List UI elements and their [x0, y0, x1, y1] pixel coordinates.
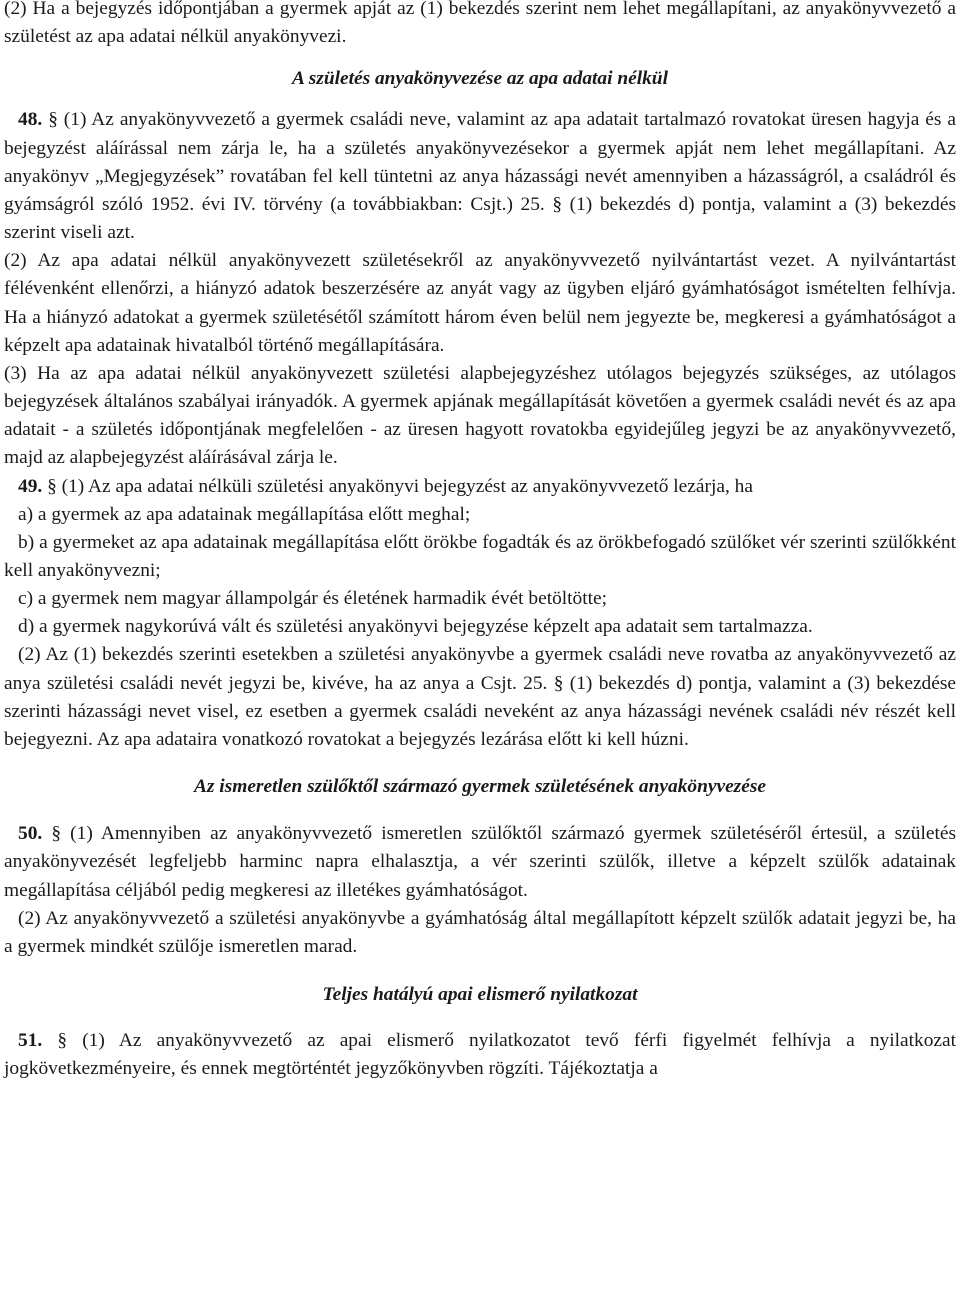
section-51-paragraph-1	[4, 1027, 956, 1083]
intro-paragraph-2: (2) Ha a bejegyzés időpontjában a gyermek apját az (1) bekezdés szerint nem lehet megállapítani, az anyakönyvvezető a születést az apa adatai nélkül anyakönyvezi.	[4, 0, 956, 48]
section-49-paragraph-1-text: § (1) Az apa adatai nélküli születési anyakönyvi bejegyzést az anyakönyvvezető lezárja, ha	[47, 475, 753, 497]
section-51-number: 51.	[18, 1030, 43, 1052]
section-50-number: 50.	[18, 823, 43, 845]
section-51-heading: Teljes hatályú apai elismerő nyilatkozat	[322, 984, 638, 1005]
section-49-item-c: c) a gyermek nem magyar állampolgár és életének harmadik évét betöltötte;	[18, 588, 608, 610]
section-50-paragraph-1	[4, 820, 956, 904]
section-49-paragraph-2: (2) Az (1) bekezdés szerinti esetekben a születési anyakönyvbe a gyermek családi neve rovatba az anyakönyvvezető az anya születési családi nevét jegyzi be, kivéve, ha az anya a Csjt. 25. § (1) bekezdés d) pontja, valamint a (3) bekezdése szerinti házassági nevet visel, ez esetben a gyermek családi neveként az anya házassági nevének családi név részét kell bejegyezni. Az apa adataira vonatkozó rovatokat a bejegyzés lezárása előtt ki kell húzni.	[4, 644, 956, 750]
section-48-paragraph-1	[4, 106, 956, 247]
section-48-paragraph-2: (2) Az apa adatai nélkül anyakönyvezett születésekről az anyakönyvvezető nyilvántartást vezet. A nyilvántartást félévenként ellenőrzi, a hiányzó adatok beszerzésére az anyát vagy az ügyben eljáró gyámhatóságot ismételten felhívja. Ha a hiányzó adatokat a gyermek születésétől számított három éven belül nem jegyezte be, megkeresi a gyámhatóságot a képzelt apa adatainak hivatalból történő megállapítására.	[4, 250, 956, 356]
section-48-paragraph-3: (3) Ha az apa adatai nélkül anyakönyvezett születési alapbejegyzéshez utólagos bejegyzés szükséges, az utólagos bejegyzések általános szabályai irányadók. A gyermek apjának megállapítását követően a gyermek családi nevét és az apa adatait - a születés időpontjának megfelelően - az üresen hagyott rovatokba egyidejűleg jegyzi be az anyakönyvvezető, majd az alapbejegyzést aláírásával zárja le.	[4, 362, 956, 469]
section-49-number: 49.	[18, 475, 43, 497]
section-49-item-a: a) a gyermek az apa adatainak megállapítása előtt meghal;	[18, 503, 471, 525]
section-50-heading: Az ismeretlen szülőktől származó gyermek születésének anyakönyvezése	[193, 776, 766, 798]
section-48-number: 48.	[18, 109, 43, 131]
section-50-paragraph-1-text: § (1) Amennyiben az anyakönyvvezető ismeretlen szülőktől származó gyermek születéséről értesül, a születés anyakönyvezését legfeljebb harminc napra elhalasztja, a vér szerinti szülők, illetve a képzelt szülők adatainak megállapítása céljából pedig megkeresi az illetékes gyámhatóságot.	[4, 823, 956, 901]
section-48-paragraph-1-text: § (1) Az anyakönyvvezető a gyermek családi neve, valamint az apa adatait tartalmazó rovatokat üresen hagyja és a bejegyzést aláírással nem zárja le, ha a születés anyakönyvezésekor a gyermek apját nem lehet megállapítani. Az anyakönyv „Megjegyzések” rovatában fel kell tüntetni az anya házassági nevét amennyiben a házasságról, a családról és gyámságról szóló 1952. évi IV. törvény (a továbbiakban: Csjt.) 25. § (1) bekezdés d) pontja, valamint a (3) bekezdés szerint viseli azt.	[4, 109, 956, 244]
section-51-paragraph-1-text: § (1) Az anyakönyvvezető az apai elismerő nyilatkozatot tevő férfi figyelmét felhívja a nyilatkozat jogkövetkezményeire, és ennek megtörténtét jegyzőkönyvben rögzíti. Tájékoztatja a	[4, 1030, 956, 1080]
section-49-item-d: d) a gyermek nagykorúvá vált és születési anyakönyvi bejegyzése képzelt apa adatait sem tartalmazza.	[18, 616, 813, 638]
section-50-paragraph-2: (2) Az anyakönyvvezető a születési anyakönyvbe a gyámhatóság által megállapított képzelt szülők adatait jegyzi be, ha a gyermek mindkét szülője ismeretlen marad.	[4, 907, 956, 957]
section-49-paragraph-1	[4, 473, 956, 501]
section-48-heading: A születés anyakönyvezése az apa adatai nélkül	[292, 68, 668, 90]
section-49-item-b: b) a gyermeket az apa adatainak megállapítása előtt örökbe fogadták és az örökbefogadó szülőket vér szerinti szülőkként kell anyakönyvezni;	[4, 531, 956, 581]
